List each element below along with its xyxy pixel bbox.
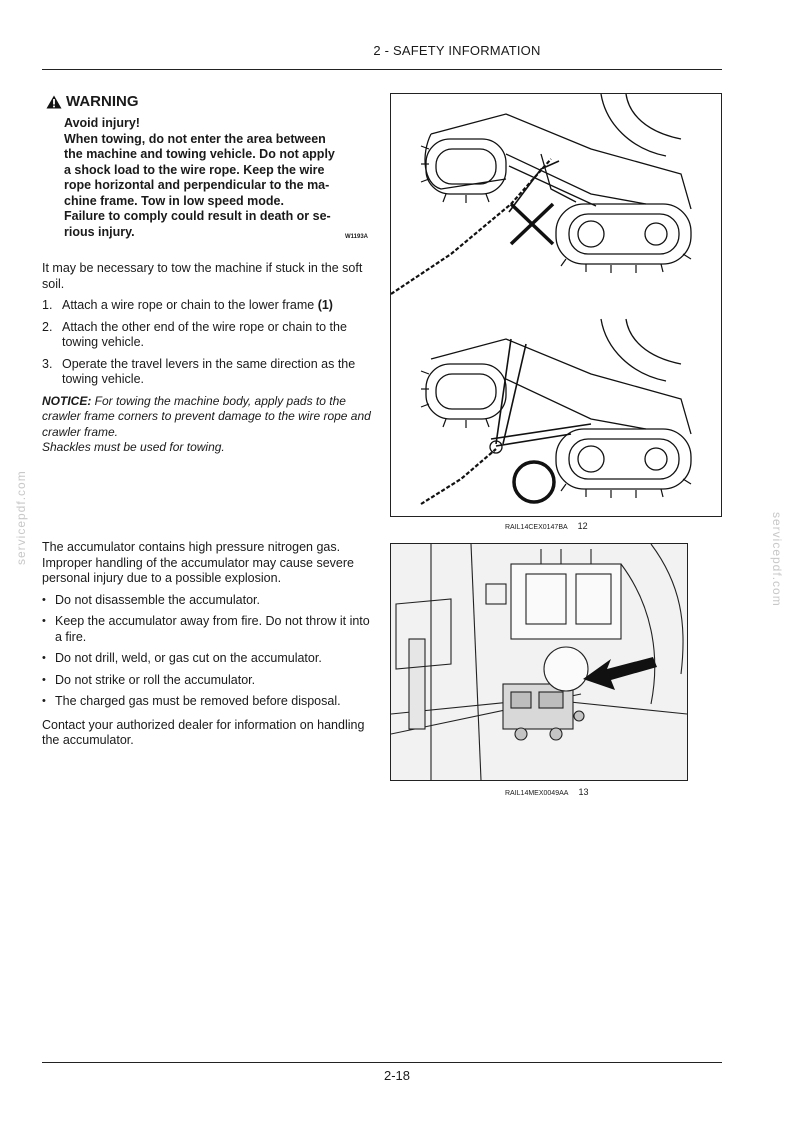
list-item: • Keep the accumulator away from fire. Do not throw it into a fire.: [42, 614, 377, 645]
figure-13-caption: [505, 787, 588, 797]
figure-number: 13: [578, 787, 589, 797]
page-header-title: 2 - SAFETY INFORMATION: [373, 43, 541, 58]
bullet-text: Do not disassemble the accumulator.: [55, 592, 260, 607]
towing-step: [42, 298, 377, 314]
towing-intro: It may be necessary to tow the machine if stuck in the soft soil.: [42, 261, 363, 291]
figure-code: RAIL14CEX0147BA: [505, 524, 568, 531]
step-number: 2.: [42, 319, 53, 334]
bullet-text: The charged gas must be removed before disposal.: [55, 694, 341, 708]
notice-extra: Shackles must be used for towing.: [42, 440, 225, 454]
warning-heading: [46, 93, 372, 110]
accumulator-sphere: [544, 647, 588, 691]
towing-diagram: [391, 94, 721, 516]
warning-code: W1193A: [344, 234, 368, 240]
step-number: 1.: [42, 298, 53, 312]
step-text: Operate the travel levers in the same direction as the towing vehicle.: [62, 356, 356, 386]
list-item: • Do not disassemble the accumulator.: [42, 592, 260, 607]
towing-step: [42, 357, 377, 388]
notice-label: NOTICE:: [42, 393, 92, 408]
warning-block: [42, 93, 372, 240]
warning-line: a shock load to the wire rope. Keep the wire: [64, 162, 325, 177]
towing-steps: [42, 298, 377, 388]
watermark-left: servicepdf.com: [14, 470, 28, 565]
warning-line: rious injury.: [64, 224, 135, 239]
page-number: 2-18: [383, 1068, 411, 1083]
warning-line: rope horizontal and perpendicular to the ma-: [64, 178, 330, 192]
accumulator-intro: The accumulator contains high pressure nitrogen gas. Improper handling of the accumulator may cause severe personal injury due to a possible explosion.: [42, 540, 354, 585]
accumulator-contact: Contact your authorized dealer for information on handling the accumulator.: [42, 717, 365, 747]
list-item: • Do not strike or roll the accumulator.: [42, 672, 256, 687]
warning-heading-text: WARNING: [66, 93, 139, 110]
figure-number: 12: [577, 521, 588, 531]
towing-notice: [42, 394, 377, 456]
list-item: • The charged gas must be removed before disposal.: [42, 694, 341, 708]
bullet-text: Do not strike or roll the accumulator.: [55, 672, 256, 687]
figure-code: RAIL14MEX0049AA: [505, 790, 569, 797]
warning-line: chine frame. Tow in low speed mode.: [64, 193, 284, 208]
list-item: • Do not drill, weld, or gas cut on the accumulator.: [42, 651, 322, 665]
towing-section: [42, 261, 377, 456]
step-text: Attach a wire rope or chain to the lower frame: [62, 298, 318, 312]
bullet-text: Keep the accumulator away from fire. Do not throw it into a fire.: [55, 614, 370, 644]
step-reference: (1): [317, 298, 333, 312]
warning-line: Avoid injury!: [64, 116, 140, 130]
wrong-mark-icon: [511, 204, 553, 244]
warning-line: When towing, do not enter the area between: [64, 131, 326, 146]
towing-step: [42, 320, 377, 351]
accumulator-diagram: [391, 544, 687, 780]
step-number: 3.: [42, 356, 53, 371]
notice-text: For towing the machine body, apply pads to the crawler frame corners to prevent damage to the wire rope and crawler frame.: [42, 393, 371, 439]
warning-line: Failure to comply could result in death or se-: [64, 209, 331, 223]
correct-mark-icon: [514, 462, 554, 502]
figure-12-towing-illustration: [390, 93, 722, 517]
warning-triangle-icon: [46, 95, 62, 109]
footer-rule: [42, 1062, 722, 1063]
watermark-right: servicepdf.com: [770, 512, 784, 607]
header-rule: [42, 69, 722, 70]
step-text: Attach the other end of the wire rope or chain to the towing vehicle.: [62, 319, 347, 349]
accumulator-bullets: [42, 593, 377, 710]
figure-13-accumulator-illustration: [390, 543, 688, 781]
figure-12-caption: [505, 521, 588, 531]
warning-line: the machine and towing vehicle. Do not apply: [64, 147, 335, 161]
warning-text: [64, 116, 372, 240]
accumulator-section: [42, 540, 377, 755]
bullet-text: Do not drill, weld, or gas cut on the accumulator.: [55, 651, 322, 665]
